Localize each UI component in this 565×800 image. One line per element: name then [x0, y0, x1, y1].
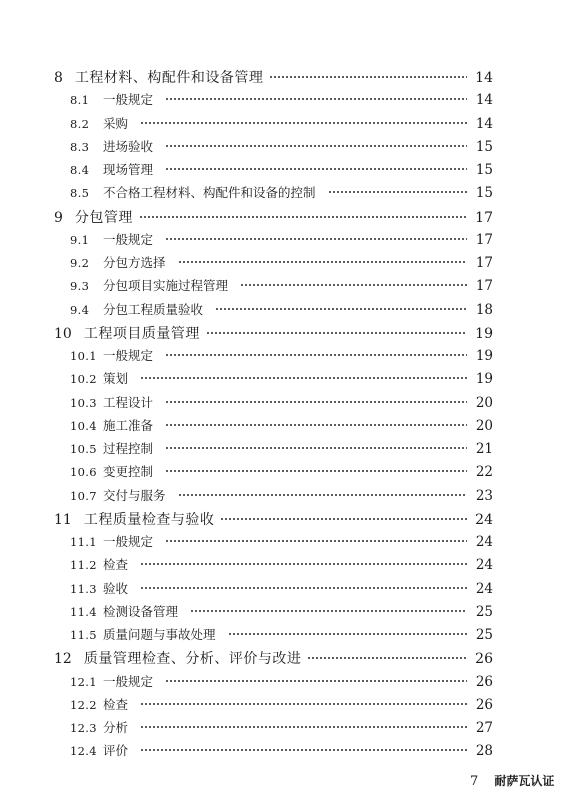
entry-title: 一般规定 [103, 673, 154, 689]
entry-number: 10.5 [70, 442, 97, 456]
dot-leader [140, 376, 467, 380]
dot-leader [165, 144, 467, 148]
entry-title: 验收 [103, 580, 129, 596]
entry-title: 变更控制 [103, 464, 154, 480]
dot-leader [240, 283, 467, 287]
entry-title: 分包管理 [74, 209, 133, 226]
entry-page-number: 26 [475, 651, 493, 668]
entry-page-number: 19 [475, 325, 493, 342]
toc-section-entry [70, 346, 493, 364]
toc-chapter-entry [54, 67, 493, 87]
entry-number: 10.4 [70, 418, 97, 433]
entry-title: 不合格工程材料、构配件和设备的控制 [103, 185, 316, 201]
entry-page-number: 18 [475, 301, 493, 318]
entry-page-number: 23 [475, 487, 493, 504]
entry-number: 12.4 [70, 744, 97, 759]
toc-section-entry [70, 230, 493, 248]
dot-leader [165, 400, 467, 404]
entry-title: 过程控制 [103, 441, 154, 456]
entry-title: 采购 [103, 115, 129, 131]
entry-title: 检查 [103, 696, 129, 712]
entry-title: 一般规定 [103, 534, 154, 549]
entry-number: 10 [54, 325, 72, 342]
entry-title: 检测设备管理 [103, 603, 179, 619]
toc-chapter-entry [54, 509, 493, 529]
entry-number: 10.6 [70, 465, 97, 480]
toc-section-entry [70, 300, 493, 318]
dot-leader [139, 215, 467, 219]
entry-title: 分包方选择 [103, 255, 166, 270]
toc-section-entry [70, 369, 493, 387]
toc-section-entry [70, 718, 493, 736]
entry-number: 10.1 [70, 349, 97, 363]
dot-leader [140, 562, 467, 566]
entry-page-number: 24 [475, 534, 493, 550]
dot-leader [165, 469, 467, 473]
entry-page-number: 17 [475, 255, 493, 271]
dot-leader [140, 748, 467, 752]
dot-leader [307, 656, 467, 660]
entry-number: 11.2 [70, 558, 97, 573]
dot-leader [178, 260, 467, 264]
entry-page-number: 15 [475, 185, 493, 202]
entry-page-number: 17 [475, 278, 493, 295]
entry-number: 10.7 [70, 488, 97, 503]
entry-page-number: 15 [475, 138, 493, 155]
entry-title: 工程质量检查与验收 [83, 511, 215, 528]
entry-number: 8.3 [70, 139, 90, 154]
toc-section-entry [70, 625, 493, 643]
toc-section-entry [70, 160, 493, 178]
dot-leader [165, 679, 467, 683]
entry-title: 分包项目实施过程管理 [103, 278, 229, 294]
entry-number: 8.2 [70, 116, 90, 131]
entry-title: 进场验收 [103, 138, 154, 154]
dot-leader [165, 539, 467, 543]
entry-page-number: 17 [475, 209, 493, 226]
entry-page-number: 26 [475, 673, 493, 690]
entry-page-number: 19 [475, 348, 493, 364]
entry-title: 分包工程质量验收 [103, 301, 204, 317]
entry-page-number: 17 [475, 231, 493, 248]
entry-number: 11 [54, 511, 72, 528]
entry-page-number: 24 [475, 557, 493, 574]
entry-title: 一般规定 [103, 231, 154, 247]
watermark-text: 耐萨瓦认证 [494, 774, 555, 788]
entry-page-number: 26 [475, 696, 493, 713]
entry-number: 9.1 [70, 232, 90, 247]
dot-leader [215, 307, 467, 311]
toc-section-entry [70, 137, 493, 155]
entry-number: 8.4 [70, 163, 90, 177]
entry-title: 策划 [103, 371, 129, 387]
toc-section-entry [70, 462, 493, 480]
entry-number: 11.1 [70, 535, 97, 549]
entry-number: 9.2 [70, 256, 90, 270]
entry-title: 一般规定 [103, 348, 154, 363]
dot-leader [178, 493, 467, 497]
toc-section-entry [70, 439, 493, 457]
entry-page-number: 24 [475, 511, 493, 528]
toc-chapter-entry [54, 323, 493, 343]
toc-section-entry [70, 602, 493, 620]
toc-section-entry [70, 741, 493, 759]
entry-page-number: 27 [475, 720, 493, 736]
toc-section-entry [70, 532, 493, 550]
dot-leader [165, 423, 467, 427]
dot-leader [228, 632, 467, 636]
entry-page-number: 20 [475, 417, 493, 434]
dot-leader [206, 331, 467, 335]
entry-title: 评价 [103, 743, 129, 759]
entry-title: 检查 [103, 557, 129, 573]
entry-page-number: 19 [475, 371, 493, 388]
page-footer [470, 772, 554, 789]
entry-page-number: 14 [475, 115, 493, 132]
dot-leader [190, 609, 467, 613]
entry-page-number: 14 [475, 70, 493, 86]
dot-leader [165, 97, 467, 101]
dot-leader [165, 353, 467, 357]
entry-number: 12 [54, 651, 72, 668]
entry-title: 质量问题与事故处理 [103, 627, 216, 642]
toc-section-entry [70, 114, 493, 132]
toc-section-entry [70, 183, 493, 201]
toc-section-entry [70, 695, 493, 713]
entry-number: 12.3 [70, 721, 97, 735]
page-number: 7 [470, 774, 479, 789]
entry-title: 分析 [103, 720, 129, 735]
toc-section-entry [70, 276, 493, 294]
toc-section-entry [70, 486, 493, 504]
toc-chapter-entry [54, 648, 493, 668]
toc-chapter-entry [54, 207, 493, 227]
entry-number: 9 [54, 209, 63, 226]
toc-section-entry [70, 393, 493, 411]
entry-page-number: 14 [475, 92, 493, 109]
entry-number: 9.3 [70, 279, 90, 294]
entry-number: 8.5 [70, 186, 90, 201]
toc-section-entry [70, 416, 493, 434]
dot-leader [165, 446, 467, 450]
entry-number: 12.1 [70, 674, 97, 689]
entry-title: 工程材料、构配件和设备管理 [74, 70, 264, 86]
entry-number: 11.4 [70, 604, 97, 619]
entry-page-number: 24 [475, 580, 493, 597]
entry-number: 8.1 [70, 93, 90, 108]
entry-number: 8 [54, 70, 63, 86]
toc-section-entry [70, 672, 493, 690]
entry-number: 11.3 [70, 581, 97, 596]
toc-section-entry [70, 90, 493, 108]
entry-page-number: 21 [475, 441, 493, 457]
dot-leader [140, 702, 467, 706]
entry-title: 一般规定 [103, 92, 154, 108]
entry-title: 交付与服务 [103, 487, 166, 503]
dot-leader [328, 190, 467, 194]
entry-page-number: 25 [475, 627, 493, 643]
dot-leader [165, 167, 467, 171]
dot-leader [140, 725, 467, 729]
entry-title: 质量管理检查、分析、评价与改进 [83, 651, 302, 668]
dot-leader [220, 517, 467, 521]
entry-number: 10.2 [70, 372, 97, 387]
entry-page-number: 22 [475, 464, 493, 481]
entry-title: 现场管理 [103, 162, 154, 177]
dot-leader [165, 237, 467, 241]
entry-page-number: 20 [475, 394, 493, 411]
dot-leader [140, 121, 467, 125]
entry-page-number: 28 [475, 743, 493, 760]
entry-page-number: 25 [475, 603, 493, 620]
entry-title: 工程项目质量管理 [83, 325, 200, 342]
entry-title: 施工准备 [103, 417, 154, 433]
toc-section-entry [70, 555, 493, 573]
entry-number: 9.4 [70, 302, 90, 317]
dot-leader [140, 586, 467, 590]
entry-number: 10.3 [70, 395, 97, 410]
toc-section-entry [70, 579, 493, 597]
entry-number: 12.2 [70, 697, 97, 712]
entry-number: 11.5 [70, 628, 97, 642]
entry-page-number: 15 [475, 162, 493, 178]
entry-title: 工程设计 [103, 394, 154, 410]
toc-section-entry [70, 253, 493, 271]
dot-leader [269, 75, 467, 79]
